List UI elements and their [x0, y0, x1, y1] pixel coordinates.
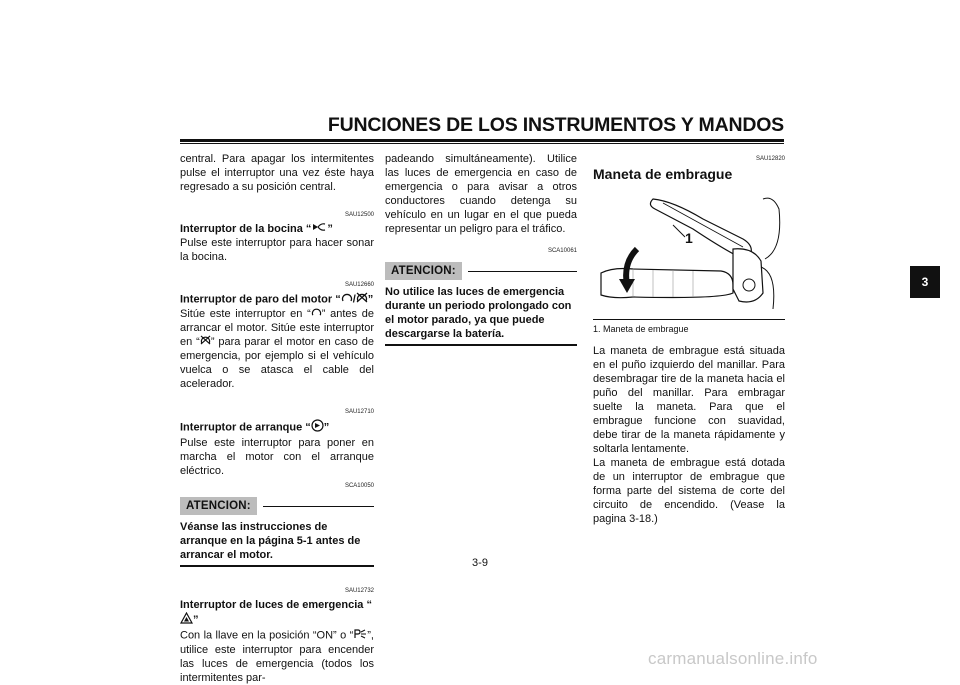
- start-heading-pre: Interruptor de arranque “: [180, 421, 311, 434]
- horn-heading-pre: Interruptor de la bocina “: [180, 223, 312, 235]
- clutch-lever-illustration: [593, 189, 785, 319]
- code-horn: SAU12500: [344, 212, 374, 218]
- code-caution2: SCA10061: [547, 248, 577, 254]
- parking-key-icon: [353, 628, 367, 643]
- clutch-text-2: La maneta de embrague está dotada de un interruptor de embrague que forma parte del sistema de corte del circuito de encendido. (Vease la pagina 3-18.): [593, 457, 785, 525]
- engine-run-icon: [341, 292, 353, 307]
- code-engine-stop: SAU12660: [344, 282, 374, 289]
- engine-stop-heading: [180, 292, 374, 307]
- caution1-bottom-rule: [180, 565, 374, 567]
- engine-stop-heading-pre: Interruptor de paro del motor “: [180, 293, 341, 306]
- hazard-text-a: Con la llave en la posición “ON” o “: [180, 629, 354, 642]
- clutch-figure: [593, 189, 785, 319]
- hazard-text-b: ”, utilice este interruptor para encender las luces de emergencia (todos los intermitentes par-: [180, 629, 374, 685]
- engine-stop-text-a: Sitúe este interruptor en “: [180, 308, 311, 321]
- page-number: 3-9: [472, 557, 488, 569]
- caution1-header: [180, 497, 374, 515]
- intro-paragraph: central. Para apagar los intermitentes pulse el interruptor una vez éste haya regresado a su posición central.: [180, 153, 374, 193]
- engine-off-icon-inline: [200, 335, 211, 349]
- engine-stop-heading-sep: /: [352, 293, 356, 306]
- caution2-header: [385, 262, 577, 280]
- code-hazard: SAU12732: [344, 588, 374, 595]
- horn-heading: [180, 222, 374, 236]
- start-heading-post: ”: [323, 421, 330, 434]
- engine-run-icon-inline: [311, 307, 322, 321]
- caution1-text: Véanse las instrucciones de arranque en la página 5-1 antes de arrancar el motor.: [180, 521, 361, 562]
- horn-icon: [311, 222, 327, 236]
- engine-stop-text-b: ” antes de arrancar el motor. Sitúe este interruptor en “: [180, 308, 375, 349]
- code-clutch: SAU12820: [755, 156, 785, 162]
- caution2-bottom-rule: [385, 344, 577, 346]
- horn-text: Pulse este interruptor para hacer sonar la bocina.: [180, 237, 374, 264]
- horn-heading-post: ”: [327, 223, 333, 235]
- hazard-heading-post: ”: [193, 614, 199, 627]
- engine-off-icon: [356, 292, 368, 307]
- start-text: Pulse este interruptor para poner en marcha el motor con el arranque eléctrico.: [180, 437, 374, 478]
- caution2-line: [468, 271, 577, 272]
- hazard-text: [180, 628, 374, 685]
- code-start: SAU12710: [344, 409, 374, 416]
- figure-caption: 1. Maneta de embrague: [593, 319, 785, 336]
- engine-stop-text: [180, 307, 374, 391]
- page-title: FUNCIONES DE LOS INSTRUMENTOS Y MANDOS: [327, 114, 784, 136]
- engine-stop-heading-post: ”: [367, 293, 374, 306]
- starter-icon: [311, 419, 324, 436]
- engine-stop-text-c: ” para parar el motor en caso de emergencia, por ejemplo si el vehículo vuelca o se atasca el cable del acelerador.: [180, 336, 374, 391]
- code-caution1: SCA10050: [344, 483, 374, 490]
- title-rule: [180, 139, 784, 142]
- caution1-line: [263, 506, 374, 507]
- chapter-tab: 3: [910, 266, 940, 298]
- clutch-text-1: La maneta de embrague está situada en el puño izquierdo del manillar. Para desembragar tire de la maneta hacia el puño del manillar. Para embragar suelte la maneta. Para que el embrague funcione con suavidad, debe tirar de la maneta rápidamente y soltarla lentamente.: [593, 345, 785, 455]
- caution2-badge: ATENCION:: [385, 262, 462, 280]
- caution2-text: No utilice las luces de emergencia durante un periodo prolongado con el motor parado, ya que puede descargarse la batería.: [385, 286, 572, 340]
- hazard-icon: [180, 612, 193, 628]
- caution1-badge: ATENCION:: [180, 497, 257, 515]
- hazard-heading-pre: Interruptor de luces de emergencia “: [180, 599, 372, 612]
- column-3: [593, 152, 785, 526]
- col2-paragraph: padeando simultáneamente). Utilice las luces de emergencia en caso de emergencia o para avisar a otros conductores cuando detenga su vehículo en un lugar en el que pueda representar un peligro para el tráfico.: [385, 153, 577, 235]
- column-2: [385, 152, 577, 346]
- clutch-title: Maneta de embrague: [593, 166, 733, 182]
- start-heading: [180, 419, 374, 436]
- watermark: carmanualsonline.info: [648, 649, 818, 668]
- title-rule-thin: [180, 143, 784, 144]
- column-1: [180, 152, 374, 685]
- figure-callout-1: 1: [685, 230, 693, 246]
- hazard-heading: [180, 598, 374, 628]
